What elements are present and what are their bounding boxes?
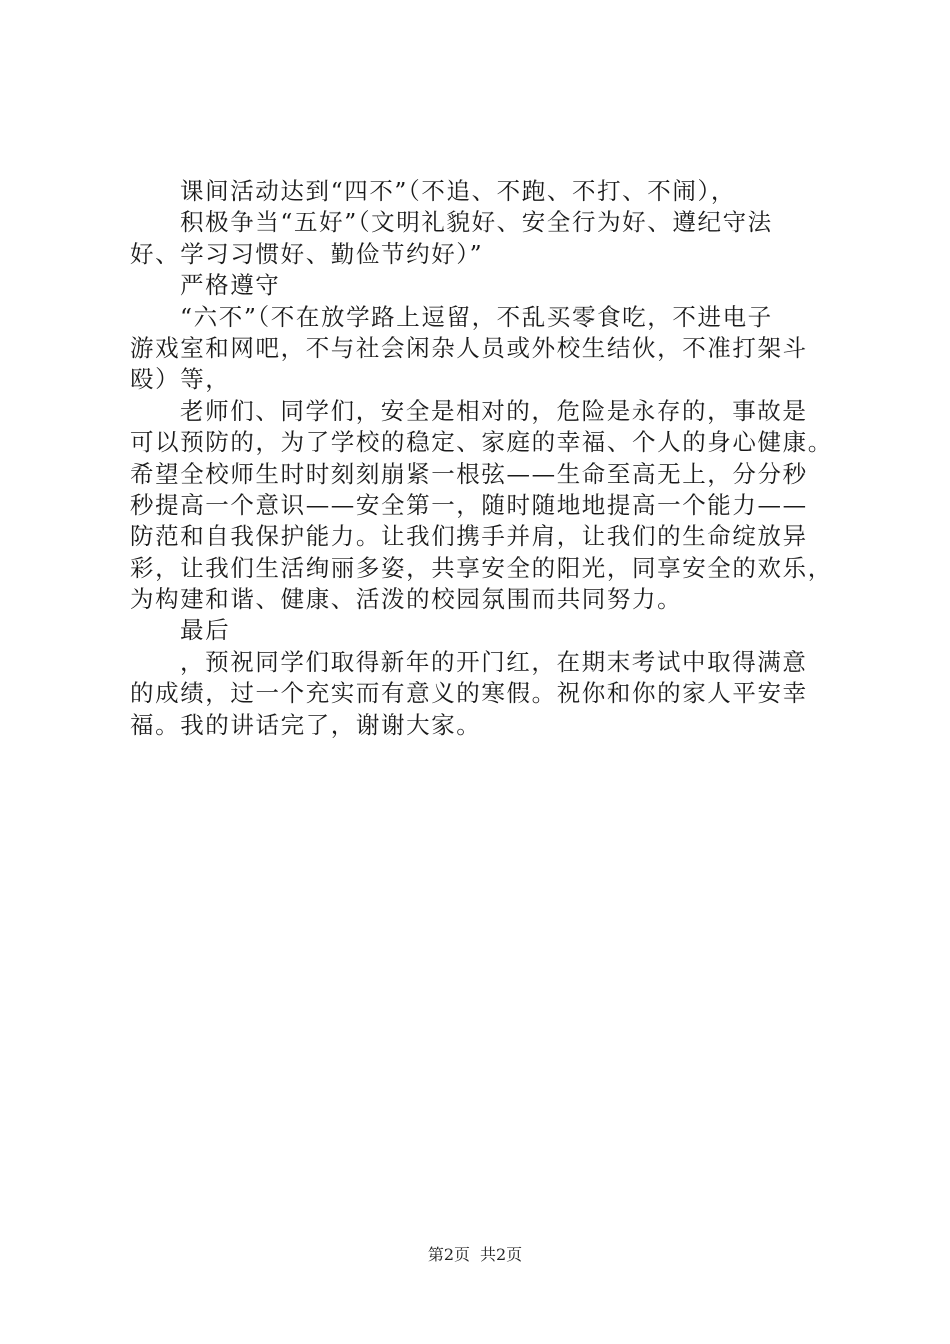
text-line: 殴）等， — [130, 365, 231, 394]
page-footer — [0, 1245, 950, 1265]
text-line: “六不”（不在放学路上逗留，不乱买零食吃，不进电子 — [180, 302, 773, 331]
text-line: 彩，让我们生活绚丽多姿，共享安全的阳光，同享安全的欢乐， — [130, 553, 833, 582]
document-body — [130, 176, 833, 741]
text-line: 为构建和谐、健康、活泼的校园氛围而共同努力。 — [130, 585, 683, 614]
text-line: 秒提高一个意识——安全第一，随时随地地提高一个能力—— — [130, 490, 808, 519]
page-total: 共2页 — [480, 1245, 523, 1264]
text-line: 游戏室和网吧，不与社会闲杂人员或外校生结伙，不准打架斗 — [130, 333, 808, 362]
text-line: ，预祝同学们取得新年的开门红，在期末考试中取得满意 — [180, 647, 808, 676]
text-line: 可以预防的，为了学校的稳定、家庭的幸福、个人的身心健康。 — [130, 428, 833, 457]
text-line: 希望全校师生时时刻刻崩紧一根弦——生命至高无上，分分秒 — [130, 459, 808, 488]
text-line: 福。我的讲话完了，谢谢大家。 — [130, 710, 482, 739]
text-line: 防范和自我保护能力。让我们携手并肩，让我们的生命绽放异 — [130, 522, 808, 551]
text-line: 好、学习习惯好、勤俭节约好）” — [130, 239, 484, 268]
text-line: 的成绩，过一个充实而有意义的寒假。祝你和你的家人平安幸 — [130, 679, 808, 708]
text-line: 最后 — [180, 616, 231, 645]
text-line: 积极争当“五好”（文明礼貌好、安全行为好、遵纪守法 — [180, 208, 773, 237]
page-number: 第2页 — [427, 1245, 470, 1264]
text-line: 老师们、同学们，安全是相对的，危险是永存的，事故是 — [180, 396, 808, 425]
text-line: 课间活动达到“四不”（不追、不跑、不打、不闹）， — [180, 177, 736, 205]
text-line: 严格遵守 — [180, 271, 281, 300]
